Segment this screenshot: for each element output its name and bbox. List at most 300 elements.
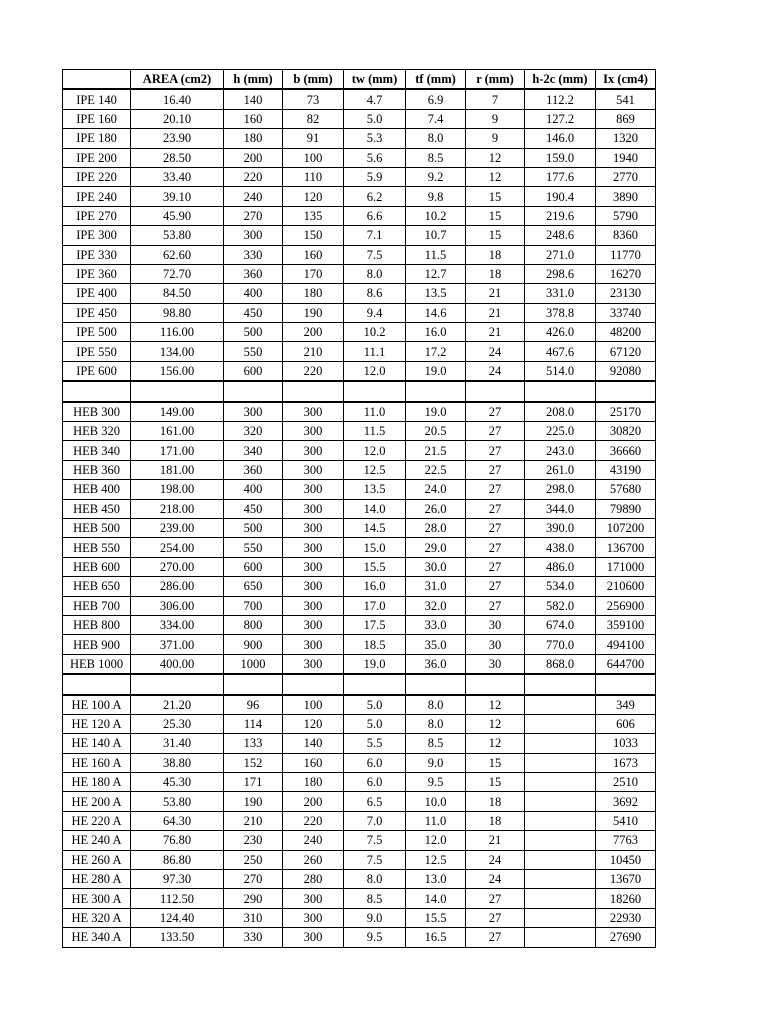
cell-r: 27 bbox=[466, 518, 525, 537]
cell-ix: 1033 bbox=[596, 734, 656, 753]
cell-h: 230 bbox=[224, 831, 283, 850]
cell-b: 300 bbox=[283, 908, 344, 927]
cell-tw: 18.5 bbox=[344, 635, 406, 654]
separator-cell bbox=[131, 674, 224, 694]
cell-ix: 48200 bbox=[596, 323, 656, 342]
cell-tw: 7.5 bbox=[344, 850, 406, 869]
cell-tf: 13.5 bbox=[406, 284, 466, 303]
cell-section: HE 100 A bbox=[63, 695, 131, 715]
cell-r: 12 bbox=[466, 148, 525, 167]
cell-h2c bbox=[525, 908, 596, 927]
cell-h: 550 bbox=[224, 538, 283, 557]
cell-section: HE 280 A bbox=[63, 870, 131, 889]
cell-tw: 7.5 bbox=[344, 831, 406, 850]
cell-section: HEB 600 bbox=[63, 557, 131, 576]
cell-ix: 67120 bbox=[596, 342, 656, 361]
cell-h: 310 bbox=[224, 908, 283, 927]
cell-r: 30 bbox=[466, 635, 525, 654]
cell-h: 550 bbox=[224, 342, 283, 361]
cell-tw: 6.0 bbox=[344, 753, 406, 772]
cell-b: 170 bbox=[283, 264, 344, 283]
table-row bbox=[63, 303, 656, 322]
cell-b: 300 bbox=[283, 889, 344, 908]
cell-tw: 12.5 bbox=[344, 460, 406, 479]
cell-h2c: 177.6 bbox=[525, 167, 596, 186]
cell-section: IPE 240 bbox=[63, 187, 131, 206]
cell-tw: 15.5 bbox=[344, 557, 406, 576]
group-separator-row bbox=[63, 381, 656, 401]
cell-tw: 5.0 bbox=[344, 109, 406, 128]
cell-section: HEB 400 bbox=[63, 480, 131, 499]
cell-section: IPE 160 bbox=[63, 109, 131, 128]
cell-h: 133 bbox=[224, 734, 283, 753]
cell-h2c: 868.0 bbox=[525, 654, 596, 674]
cell-area: 198.00 bbox=[131, 480, 224, 499]
section-properties-table bbox=[62, 69, 656, 948]
cell-h2c bbox=[525, 850, 596, 869]
cell-area: 98.80 bbox=[131, 303, 224, 322]
cell-h2c: 438.0 bbox=[525, 538, 596, 557]
cell-area: 33.40 bbox=[131, 167, 224, 186]
table-row bbox=[63, 129, 656, 148]
cell-section: HEB 320 bbox=[63, 422, 131, 441]
cell-b: 300 bbox=[283, 557, 344, 576]
cell-r: 18 bbox=[466, 792, 525, 811]
table-row bbox=[63, 831, 656, 850]
cell-r: 27 bbox=[466, 402, 525, 422]
cell-tf: 6.9 bbox=[406, 89, 466, 109]
cell-h: 700 bbox=[224, 596, 283, 615]
cell-section: HE 300 A bbox=[63, 889, 131, 908]
cell-ix: 13670 bbox=[596, 870, 656, 889]
cell-ix: 2510 bbox=[596, 773, 656, 792]
cell-r: 24 bbox=[466, 850, 525, 869]
table-row bbox=[63, 908, 656, 927]
cell-h: 240 bbox=[224, 187, 283, 206]
cell-tf: 19.0 bbox=[406, 402, 466, 422]
header-ix: Ix (cm4) bbox=[596, 70, 656, 90]
cell-area: 270.00 bbox=[131, 557, 224, 576]
cell-tw: 6.2 bbox=[344, 187, 406, 206]
cell-area: 286.00 bbox=[131, 577, 224, 596]
cell-h: 171 bbox=[224, 773, 283, 792]
cell-section: IPE 450 bbox=[63, 303, 131, 322]
cell-h: 200 bbox=[224, 148, 283, 167]
cell-b: 120 bbox=[283, 714, 344, 733]
cell-b: 300 bbox=[283, 460, 344, 479]
cell-tw: 7.1 bbox=[344, 226, 406, 245]
cell-section: HEB 450 bbox=[63, 499, 131, 518]
cell-tf: 9.8 bbox=[406, 187, 466, 206]
cell-tf: 15.5 bbox=[406, 908, 466, 927]
cell-h2c: 674.0 bbox=[525, 615, 596, 634]
cell-area: 161.00 bbox=[131, 422, 224, 441]
cell-r: 15 bbox=[466, 206, 525, 225]
cell-tf: 22.5 bbox=[406, 460, 466, 479]
cell-tf: 8.5 bbox=[406, 148, 466, 167]
cell-section: IPE 270 bbox=[63, 206, 131, 225]
cell-ix: 1320 bbox=[596, 129, 656, 148]
table-row bbox=[63, 323, 656, 342]
cell-area: 38.80 bbox=[131, 753, 224, 772]
cell-area: 62.60 bbox=[131, 245, 224, 264]
cell-section: IPE 180 bbox=[63, 129, 131, 148]
header-row bbox=[63, 70, 656, 90]
table-row bbox=[63, 538, 656, 557]
table-row bbox=[63, 577, 656, 596]
cell-r: 27 bbox=[466, 460, 525, 479]
cell-section: HEB 550 bbox=[63, 538, 131, 557]
cell-tf: 17.2 bbox=[406, 342, 466, 361]
header-area: AREA (cm2) bbox=[131, 70, 224, 90]
cell-b: 110 bbox=[283, 167, 344, 186]
separator-cell bbox=[525, 381, 596, 401]
cell-h2c: 486.0 bbox=[525, 557, 596, 576]
cell-tf: 9.0 bbox=[406, 753, 466, 772]
cell-r: 9 bbox=[466, 129, 525, 148]
cell-area: 20.10 bbox=[131, 109, 224, 128]
cell-tf: 24.0 bbox=[406, 480, 466, 499]
cell-tw: 19.0 bbox=[344, 654, 406, 674]
cell-h2c bbox=[525, 753, 596, 772]
cell-r: 15 bbox=[466, 773, 525, 792]
cell-r: 12 bbox=[466, 714, 525, 733]
cell-ix: 5410 bbox=[596, 811, 656, 830]
table-row bbox=[63, 714, 656, 733]
cell-tf: 12.0 bbox=[406, 831, 466, 850]
cell-r: 15 bbox=[466, 753, 525, 772]
cell-r: 24 bbox=[466, 342, 525, 361]
cell-h2c: 426.0 bbox=[525, 323, 596, 342]
cell-section: HE 260 A bbox=[63, 850, 131, 869]
cell-h2c bbox=[525, 773, 596, 792]
cell-h: 400 bbox=[224, 284, 283, 303]
cell-tw: 7.5 bbox=[344, 245, 406, 264]
cell-r: 27 bbox=[466, 928, 525, 947]
cell-tw: 8.6 bbox=[344, 284, 406, 303]
cell-section: HEB 500 bbox=[63, 518, 131, 537]
header-b: b (mm) bbox=[283, 70, 344, 90]
cell-area: 76.80 bbox=[131, 831, 224, 850]
cell-area: 149.00 bbox=[131, 402, 224, 422]
table-row bbox=[63, 811, 656, 830]
cell-area: 45.90 bbox=[131, 206, 224, 225]
cell-ix: 33740 bbox=[596, 303, 656, 322]
cell-r: 27 bbox=[466, 422, 525, 441]
cell-b: 300 bbox=[283, 596, 344, 615]
cell-h2c: 390.0 bbox=[525, 518, 596, 537]
table-row bbox=[63, 695, 656, 715]
cell-section: HE 120 A bbox=[63, 714, 131, 733]
cell-h2c bbox=[525, 695, 596, 715]
table-row bbox=[63, 264, 656, 283]
table-row bbox=[63, 109, 656, 128]
cell-tf: 8.5 bbox=[406, 734, 466, 753]
cell-b: 300 bbox=[283, 635, 344, 654]
separator-cell bbox=[283, 674, 344, 694]
cell-tf: 11.0 bbox=[406, 811, 466, 830]
cell-ix: 7763 bbox=[596, 831, 656, 850]
cell-area: 23.90 bbox=[131, 129, 224, 148]
cell-area: 124.40 bbox=[131, 908, 224, 927]
cell-h: 500 bbox=[224, 323, 283, 342]
cell-tf: 26.0 bbox=[406, 499, 466, 518]
cell-area: 133.50 bbox=[131, 928, 224, 947]
cell-r: 21 bbox=[466, 323, 525, 342]
cell-section: HEB 360 bbox=[63, 460, 131, 479]
cell-tf: 12.7 bbox=[406, 264, 466, 283]
cell-h: 360 bbox=[224, 264, 283, 283]
cell-section: HE 320 A bbox=[63, 908, 131, 927]
cell-tf: 12.5 bbox=[406, 850, 466, 869]
cell-tf: 9.2 bbox=[406, 167, 466, 186]
cell-h: 220 bbox=[224, 167, 283, 186]
cell-b: 82 bbox=[283, 109, 344, 128]
table-row bbox=[63, 870, 656, 889]
cell-h: 600 bbox=[224, 361, 283, 381]
cell-h2c bbox=[525, 831, 596, 850]
cell-ix: 18260 bbox=[596, 889, 656, 908]
cell-ix: 869 bbox=[596, 109, 656, 128]
cell-ix: 22930 bbox=[596, 908, 656, 927]
table-row bbox=[63, 441, 656, 460]
separator-cell bbox=[63, 381, 131, 401]
separator-cell bbox=[466, 674, 525, 694]
cell-h: 340 bbox=[224, 441, 283, 460]
cell-h2c: 112.2 bbox=[525, 89, 596, 109]
cell-ix: 210600 bbox=[596, 577, 656, 596]
cell-h2c: 514.0 bbox=[525, 361, 596, 381]
separator-cell bbox=[131, 381, 224, 401]
cell-b: 200 bbox=[283, 792, 344, 811]
cell-h2c: 146.0 bbox=[525, 129, 596, 148]
cell-h: 1000 bbox=[224, 654, 283, 674]
cell-tw: 5.6 bbox=[344, 148, 406, 167]
table-row bbox=[63, 342, 656, 361]
cell-tw: 6.6 bbox=[344, 206, 406, 225]
cell-b: 300 bbox=[283, 577, 344, 596]
table-row bbox=[63, 753, 656, 772]
cell-ix: 256900 bbox=[596, 596, 656, 615]
cell-h: 500 bbox=[224, 518, 283, 537]
separator-cell bbox=[344, 674, 406, 694]
cell-h2c: 582.0 bbox=[525, 596, 596, 615]
cell-r: 24 bbox=[466, 361, 525, 381]
cell-tf: 8.0 bbox=[406, 714, 466, 733]
cell-b: 300 bbox=[283, 402, 344, 422]
cell-r: 21 bbox=[466, 284, 525, 303]
cell-tw: 11.1 bbox=[344, 342, 406, 361]
cell-section: HEB 900 bbox=[63, 635, 131, 654]
cell-tw: 10.2 bbox=[344, 323, 406, 342]
table-row bbox=[63, 480, 656, 499]
cell-b: 140 bbox=[283, 734, 344, 753]
cell-b: 210 bbox=[283, 342, 344, 361]
cell-tf: 10.0 bbox=[406, 792, 466, 811]
cell-h: 400 bbox=[224, 480, 283, 499]
cell-tw: 14.0 bbox=[344, 499, 406, 518]
cell-tf: 20.5 bbox=[406, 422, 466, 441]
cell-h2c: 159.0 bbox=[525, 148, 596, 167]
cell-h: 300 bbox=[224, 402, 283, 422]
cell-h2c: 208.0 bbox=[525, 402, 596, 422]
cell-section: IPE 220 bbox=[63, 167, 131, 186]
cell-section: HE 240 A bbox=[63, 831, 131, 850]
cell-b: 300 bbox=[283, 441, 344, 460]
cell-ix: 30820 bbox=[596, 422, 656, 441]
cell-area: 218.00 bbox=[131, 499, 224, 518]
cell-section: HE 160 A bbox=[63, 753, 131, 772]
cell-section: HE 340 A bbox=[63, 928, 131, 947]
table-row bbox=[63, 460, 656, 479]
table-header bbox=[63, 70, 656, 90]
cell-h2c bbox=[525, 928, 596, 947]
cell-ix: 494100 bbox=[596, 635, 656, 654]
cell-ix: 43190 bbox=[596, 460, 656, 479]
cell-r: 12 bbox=[466, 167, 525, 186]
table-row bbox=[63, 284, 656, 303]
cell-tw: 8.0 bbox=[344, 264, 406, 283]
cell-ix: 136700 bbox=[596, 538, 656, 557]
cell-h: 190 bbox=[224, 792, 283, 811]
cell-ix: 79890 bbox=[596, 499, 656, 518]
cell-h: 600 bbox=[224, 557, 283, 576]
cell-area: 112.50 bbox=[131, 889, 224, 908]
cell-section: HEB 650 bbox=[63, 577, 131, 596]
cell-ix: 359100 bbox=[596, 615, 656, 634]
cell-ix: 171000 bbox=[596, 557, 656, 576]
cell-section: IPE 360 bbox=[63, 264, 131, 283]
cell-ix: 16270 bbox=[596, 264, 656, 283]
cell-tw: 9.5 bbox=[344, 928, 406, 947]
cell-tf: 8.0 bbox=[406, 695, 466, 715]
cell-r: 24 bbox=[466, 870, 525, 889]
cell-ix: 27690 bbox=[596, 928, 656, 947]
cell-h2c bbox=[525, 870, 596, 889]
cell-h: 300 bbox=[224, 226, 283, 245]
cell-h: 210 bbox=[224, 811, 283, 830]
cell-h: 800 bbox=[224, 615, 283, 634]
cell-area: 239.00 bbox=[131, 518, 224, 537]
cell-b: 135 bbox=[283, 206, 344, 225]
cell-area: 97.30 bbox=[131, 870, 224, 889]
separator-cell bbox=[406, 674, 466, 694]
separator-cell bbox=[466, 381, 525, 401]
cell-b: 300 bbox=[283, 422, 344, 441]
table-row bbox=[63, 402, 656, 422]
cell-area: 45.30 bbox=[131, 773, 224, 792]
cell-area: 116.00 bbox=[131, 323, 224, 342]
cell-ix: 606 bbox=[596, 714, 656, 733]
cell-b: 260 bbox=[283, 850, 344, 869]
cell-section: IPE 500 bbox=[63, 323, 131, 342]
cell-section: HEB 340 bbox=[63, 441, 131, 460]
cell-ix: 57680 bbox=[596, 480, 656, 499]
cell-ix: 25170 bbox=[596, 402, 656, 422]
cell-area: 72.70 bbox=[131, 264, 224, 283]
cell-tf: 7.4 bbox=[406, 109, 466, 128]
cell-h2c: 378.8 bbox=[525, 303, 596, 322]
cell-ix: 3692 bbox=[596, 792, 656, 811]
cell-b: 240 bbox=[283, 831, 344, 850]
cell-h: 160 bbox=[224, 109, 283, 128]
cell-area: 171.00 bbox=[131, 441, 224, 460]
table-row bbox=[63, 89, 656, 109]
cell-r: 21 bbox=[466, 831, 525, 850]
cell-r: 15 bbox=[466, 226, 525, 245]
cell-h2c bbox=[525, 792, 596, 811]
header-tw: tw (mm) bbox=[344, 70, 406, 90]
cell-b: 160 bbox=[283, 245, 344, 264]
cell-ix: 5790 bbox=[596, 206, 656, 225]
cell-h: 270 bbox=[224, 870, 283, 889]
cell-r: 30 bbox=[466, 654, 525, 674]
cell-section: HE 180 A bbox=[63, 773, 131, 792]
cell-tw: 5.3 bbox=[344, 129, 406, 148]
cell-r: 27 bbox=[466, 441, 525, 460]
cell-b: 300 bbox=[283, 480, 344, 499]
cell-tw: 14.5 bbox=[344, 518, 406, 537]
cell-h: 450 bbox=[224, 499, 283, 518]
table-row bbox=[63, 792, 656, 811]
cell-r: 21 bbox=[466, 303, 525, 322]
cell-h2c bbox=[525, 889, 596, 908]
cell-h: 290 bbox=[224, 889, 283, 908]
cell-tw: 12.0 bbox=[344, 441, 406, 460]
cell-h: 152 bbox=[224, 753, 283, 772]
cell-r: 15 bbox=[466, 187, 525, 206]
table-row bbox=[63, 557, 656, 576]
table-row bbox=[63, 361, 656, 381]
separator-cell bbox=[224, 674, 283, 694]
cell-section: IPE 400 bbox=[63, 284, 131, 303]
cell-tw: 8.5 bbox=[344, 889, 406, 908]
cell-h: 330 bbox=[224, 245, 283, 264]
cell-tw: 9.4 bbox=[344, 303, 406, 322]
cell-r: 27 bbox=[466, 596, 525, 615]
cell-h2c: 261.0 bbox=[525, 460, 596, 479]
cell-area: 39.10 bbox=[131, 187, 224, 206]
cell-b: 120 bbox=[283, 187, 344, 206]
table-row bbox=[63, 635, 656, 654]
cell-h: 180 bbox=[224, 129, 283, 148]
cell-b: 73 bbox=[283, 89, 344, 109]
cell-r: 18 bbox=[466, 245, 525, 264]
cell-area: 86.80 bbox=[131, 850, 224, 869]
table-row bbox=[63, 518, 656, 537]
cell-tw: 12.0 bbox=[344, 361, 406, 381]
cell-tf: 11.5 bbox=[406, 245, 466, 264]
cell-h: 450 bbox=[224, 303, 283, 322]
cell-tf: 35.0 bbox=[406, 635, 466, 654]
separator-cell bbox=[596, 381, 656, 401]
table-row bbox=[63, 654, 656, 674]
cell-area: 156.00 bbox=[131, 361, 224, 381]
cell-area: 306.00 bbox=[131, 596, 224, 615]
cell-section: HE 200 A bbox=[63, 792, 131, 811]
cell-tf: 13.0 bbox=[406, 870, 466, 889]
cell-b: 220 bbox=[283, 361, 344, 381]
cell-r: 27 bbox=[466, 499, 525, 518]
cell-b: 300 bbox=[283, 654, 344, 674]
cell-h: 114 bbox=[224, 714, 283, 733]
table-row bbox=[63, 850, 656, 869]
cell-h2c: 331.0 bbox=[525, 284, 596, 303]
cell-area: 53.80 bbox=[131, 226, 224, 245]
table-row bbox=[63, 167, 656, 186]
cell-h: 320 bbox=[224, 422, 283, 441]
cell-section: IPE 330 bbox=[63, 245, 131, 264]
